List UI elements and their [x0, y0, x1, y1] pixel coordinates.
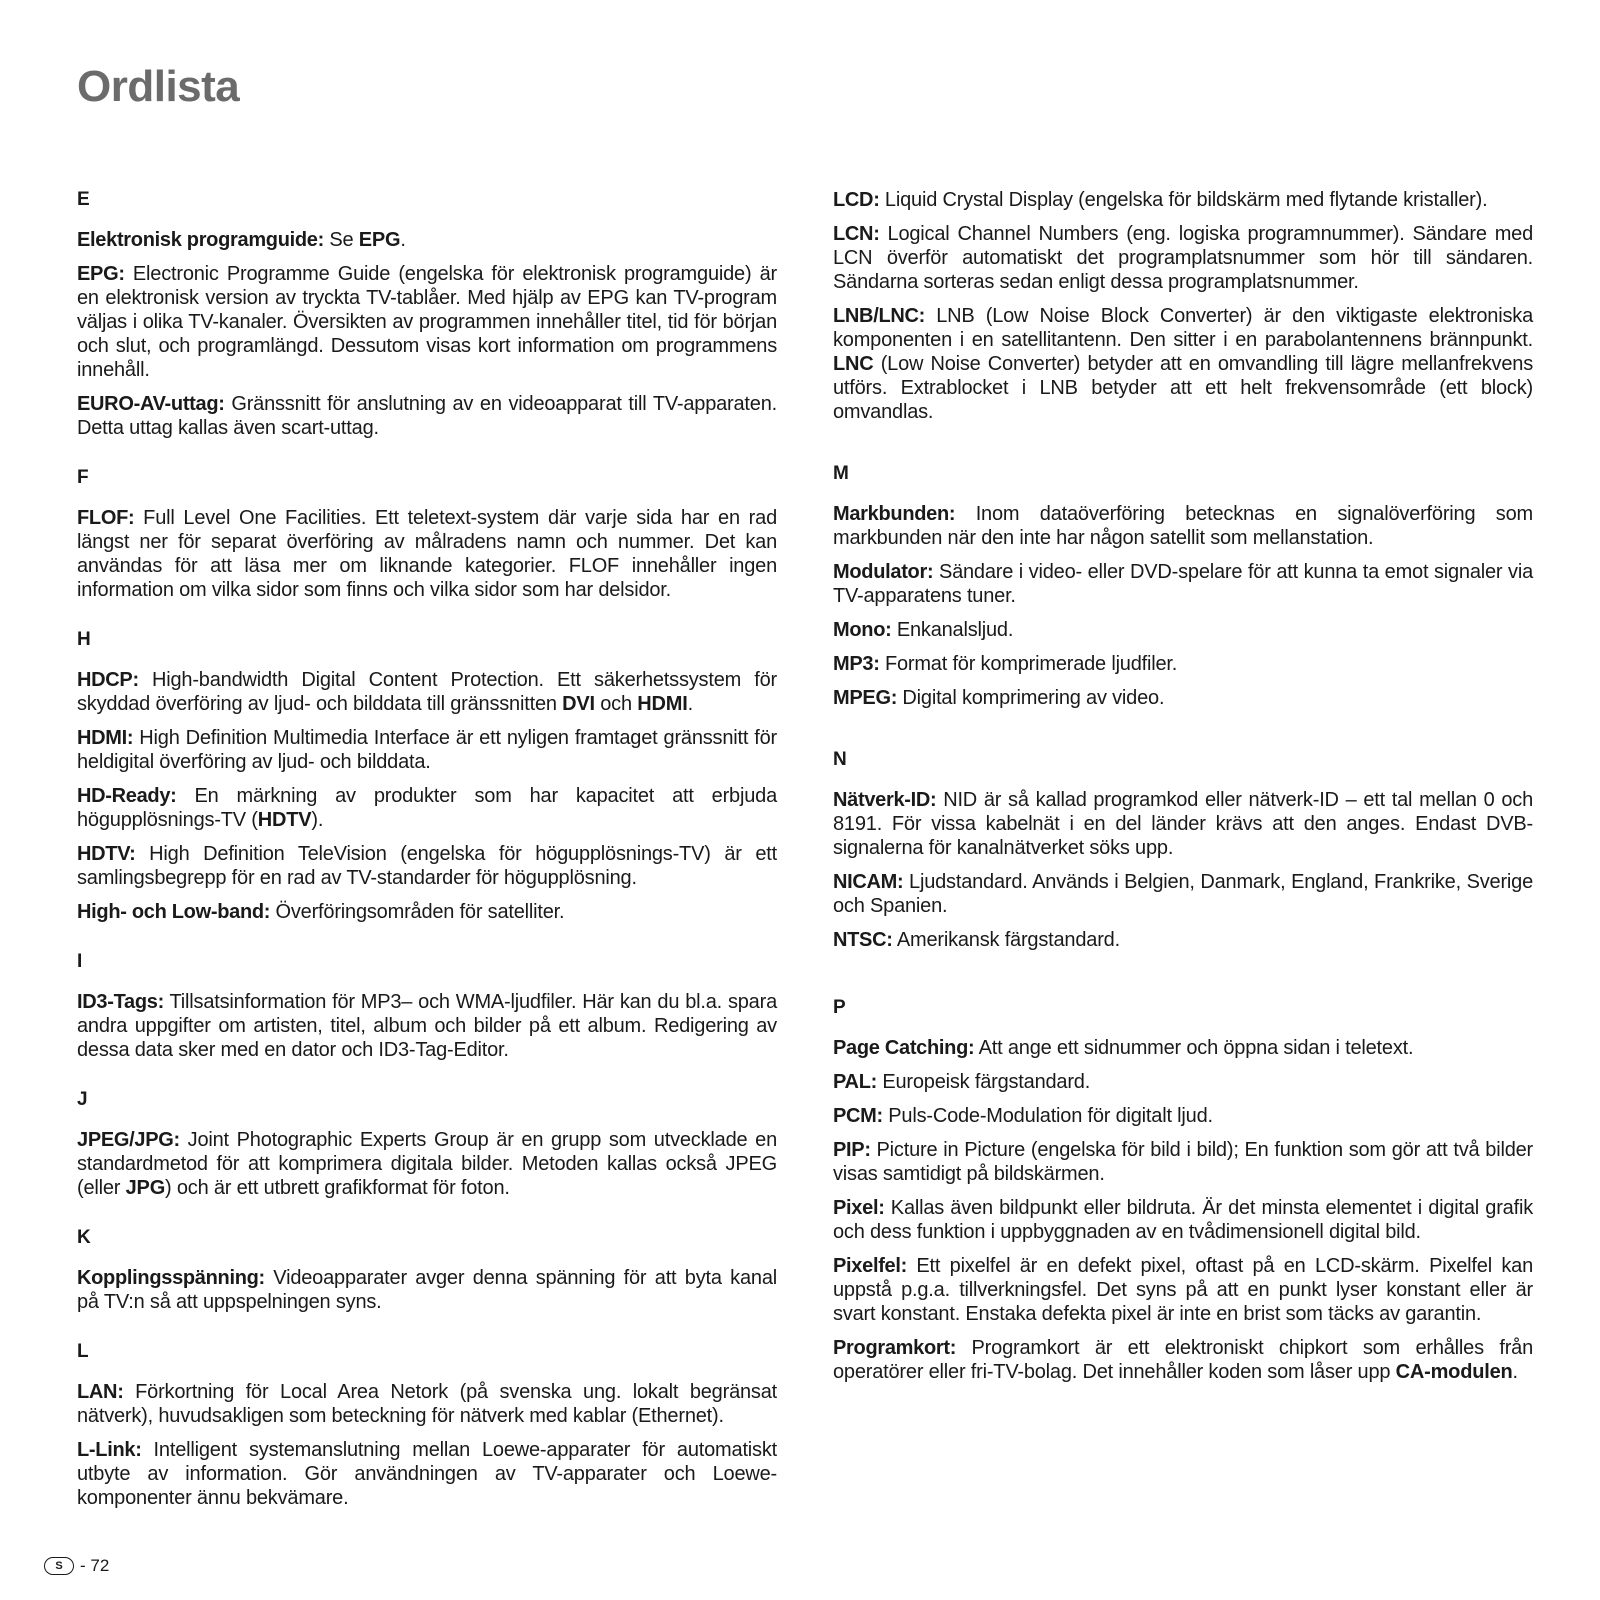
entry-hdmi — [77, 726, 777, 774]
entry-text: Överföringsområden för satelliter. — [270, 901, 565, 923]
section-n — [833, 748, 1533, 952]
entry-reference: HDTV — [257, 809, 312, 831]
glossary-left-column — [77, 188, 777, 1536]
entry-term: Markbunden: — [833, 503, 956, 525]
entry-text: Puls-Code-Modulation för digitalt ljud. — [882, 1105, 1213, 1127]
entry-lcd — [833, 188, 1533, 212]
entry-l-link — [77, 1438, 777, 1510]
entry-term: Modulator: — [833, 561, 934, 583]
entry-text: Tillsatsinformation för MP3– och WMA-ljudfiler. Här kan du bl.a. spara andra uppgifter om artisten, titel, album och bilder på ett album. Redigering av dessa data sker med en dator och ID3-Tag-Editor. — [77, 991, 777, 1061]
entry-text: Gränssnitt för anslutning av en videoapparat till TV-apparaten. Detta uttag kallas även scart-uttag. — [77, 393, 777, 439]
entry-text: Europeisk färgstandard. — [876, 1071, 1091, 1093]
entry-high-low-band — [77, 900, 777, 924]
entry-text: High Definition Multimedia Interface är ett nyligen framtaget gränssnitt för heldigital överföring av ljud- och bilddata. — [77, 727, 777, 773]
entry-term: JPEG/JPG: — [77, 1129, 180, 1151]
section-i — [77, 950, 777, 1062]
entry-term: Programkort: — [833, 1337, 957, 1359]
entry-term: Pixelfel: — [833, 1255, 907, 1277]
entry-hdtv — [77, 842, 777, 890]
entry-text: Logical Channel Numbers (eng. logiska programnummer). Sändare med LCN överför automatiskt det programplatsnummer som hör till sändaren. Sändarna sorteras sedan enligt dessa programplatsnummer. — [833, 223, 1533, 293]
entry-mono — [833, 618, 1533, 642]
entry-term: FLOF: — [77, 507, 135, 529]
entry-text: ) och är ett utbrett grafikformat för foton. — [165, 1177, 510, 1199]
section-letter: K — [77, 1227, 91, 1248]
entry-term: PCM: — [833, 1105, 883, 1127]
section-f — [77, 466, 777, 602]
section-letter: F — [77, 467, 89, 488]
entry-text: och — [594, 693, 638, 715]
entry-term: NICAM: — [833, 871, 904, 893]
section-letter: I — [77, 951, 83, 972]
entry-text: Picture in Picture (engelska för bild i bild); En funktion som gör att två bilder visas samtidigt på bildskärmen. — [833, 1139, 1533, 1185]
section-m — [833, 462, 1533, 710]
entry-natverk-id — [833, 788, 1533, 860]
entry-term: L-Link: — [77, 1439, 142, 1461]
entry-term: HDMI: — [77, 727, 134, 749]
section-letter: M — [833, 463, 849, 484]
entry-text: Electronic Programme Guide (engelska för elektronisk programguide) är en elektronisk version av tryckta TV-tablåer. Med hjälp av EPG kan TV-program väljas i olika TV-kanaler. Översikten av programmen innehåller titel, tid för början och slut, och programlängd. Dessutom visas kort information om programmens innehåll. — [77, 263, 777, 381]
entry-term: HD-Ready: — [77, 785, 177, 807]
entry-term: Mono: — [833, 619, 892, 641]
entry-term: MPEG: — [833, 687, 898, 709]
entry-programkort — [833, 1336, 1533, 1384]
entry-hd-ready — [77, 784, 777, 832]
section-l-continued — [833, 188, 1533, 424]
entry-text: . — [687, 693, 693, 715]
entry-nicam — [833, 870, 1533, 918]
entry-modulator — [833, 560, 1533, 608]
page-title: Ordlista — [77, 62, 240, 111]
entry-jpeg — [77, 1128, 777, 1200]
entry-text: Inom dataöverföring betecknas en signalöverföring som markbunden när den inte har någon satellit som mellanstation. — [833, 503, 1533, 549]
section-k — [77, 1226, 777, 1314]
entry-text: Ljudstandard. Används i Belgien, Danmark, England, Frankrike, Sverige och Spanien. — [833, 871, 1533, 917]
entry-text: Kallas även bildpunkt eller bildruta. Är det minsta elementet i digital grafik och dess funktion i uppbyggnaden av en tvådimensionell digital bild. — [833, 1197, 1533, 1243]
entry-flof — [77, 506, 777, 602]
entry-reference: JPG — [125, 1177, 166, 1199]
entry-term: Pixel: — [833, 1197, 885, 1219]
entry-term: Elektronisk programguide: — [77, 229, 324, 251]
entry-text: . — [400, 229, 406, 251]
entry-term: LNB/LNC: — [833, 305, 926, 327]
section-j — [77, 1088, 777, 1200]
entry-term: Nätverk-ID: — [833, 789, 937, 811]
entry-euro-av-uttag — [77, 392, 777, 440]
entry-text: Se — [324, 229, 359, 251]
entry-pixel — [833, 1196, 1533, 1244]
section-letter: J — [77, 1089, 88, 1110]
entry-term: EURO-AV-uttag: — [77, 393, 225, 415]
entry-lan — [77, 1380, 777, 1428]
entry-elektronisk-programguide — [77, 228, 777, 252]
entry-text: Videoapparater avger denna spänning för att byta kanal på TV:n så att uppspelningen syns. — [77, 1267, 777, 1313]
entry-text: Format för komprimerade ljudfiler. — [879, 653, 1178, 675]
glossary-right-column — [833, 188, 1533, 1410]
entry-reference: EPG — [358, 229, 401, 251]
page-footer — [44, 1556, 109, 1576]
entry-text: ). — [311, 809, 324, 831]
section-letter: L — [77, 1341, 89, 1362]
section-p — [833, 996, 1533, 1384]
entry-pcm — [833, 1104, 1533, 1128]
entry-text: High-bandwidth Digital Content Protection. Ett säkerhetssystem för skyddad överföring av ljud- och bilddata till gränssnitten — [77, 669, 777, 715]
entry-text: Joint Photographic Experts Group är en grupp som utvecklade en standardmetod för att komprimera digitala bilder. Metoden kallas också JPEG (eller — [77, 1129, 777, 1199]
section-e — [77, 188, 777, 440]
entry-text: Amerikansk färgstandard. — [892, 929, 1120, 951]
entry-text: Sändare i video- eller DVD-spelare för att kunna ta emot signaler via TV-apparatens tuner. — [833, 561, 1533, 607]
entry-text: . — [1512, 1361, 1518, 1383]
entry-term: Kopplingsspänning: — [77, 1267, 265, 1289]
entry-term: EPG: — [77, 263, 125, 285]
entry-hdcp — [77, 668, 777, 716]
entry-mp3 — [833, 652, 1533, 676]
section-letter: N — [833, 749, 847, 770]
section-h — [77, 628, 777, 924]
entry-markbunden — [833, 502, 1533, 550]
entry-pip — [833, 1138, 1533, 1186]
entry-text: Ett pixelfel är en defekt pixel, oftast på en LCD-skärm. Pixelfel kan uppstå p.g.a. tillverkningsfel. Det syns på att en punkt lyser konstant eller är svart konstant. Enstaka defekta pixel är inte en brist som täcks av garantin. — [833, 1255, 1533, 1325]
entry-reference: DVI — [562, 693, 595, 715]
entry-term: ID3-Tags: — [77, 991, 164, 1013]
section-letter: H — [77, 629, 91, 650]
entry-text: Att ange ett sidnummer och öppna sidan i teletext. — [974, 1037, 1414, 1059]
entry-pal — [833, 1070, 1533, 1094]
entry-text: Förkortning för Local Area Netork (på svenska ung. lokalt begränsat nätverk), huvudsakligen som beteckning för nätverk med kablar (Ethernet). — [77, 1381, 777, 1427]
entry-text: Digital komprimering av video. — [897, 687, 1165, 709]
section-l — [77, 1340, 777, 1510]
entry-term: PAL: — [833, 1071, 877, 1093]
section-letter: P — [833, 997, 846, 1018]
entry-term: LCD: — [833, 189, 880, 211]
entry-term: Page Catching: — [833, 1037, 975, 1059]
entry-text: Full Level One Facilities. Ett teletext-system där varje sida har en rad längst ner för separat överföring av målradens namn och nummer. Det kan användas för att läsa mer om liknande kategorier. FLOF innehåller ingen information om vilka sidor som finns och vilka sidor som har delsidor. — [77, 507, 777, 601]
entry-text: En märkning av produkter som har kapacitet att erbjuda högupplösnings-TV ( — [77, 785, 777, 831]
entry-text: Enkanalsljud. — [891, 619, 1014, 641]
entry-text: High Definition TeleVision (engelska för högupplösnings-TV) är ett samlingsbegrepp för en rad av TV-standarder för högupplösning. — [77, 843, 777, 889]
entry-term: NTSC: — [833, 929, 893, 951]
entry-reference: HDMI — [637, 693, 688, 715]
entry-reference: LNC — [833, 353, 874, 375]
entry-text: Liquid Crystal Display (engelska för bildskärm med flytande kristaller). — [879, 189, 1488, 211]
entry-kopplingsspanning — [77, 1266, 777, 1314]
entry-mpeg — [833, 686, 1533, 710]
entry-text: Programkort är ett elektroniskt chipkort som erhålles från operatörer eller fri-TV-bolag. Det innehåller koden som låser upp — [833, 1337, 1533, 1383]
entry-text: LNB (Low Noise Block Converter) är den viktigaste elektroniska komponenten i en satellitantenn. Den sitter i en parabolantennens brännpunkt. — [833, 305, 1533, 351]
language-badge: S — [44, 1557, 74, 1575]
entry-lnb-lnc — [833, 304, 1533, 424]
entry-term: HDTV: — [77, 843, 136, 865]
entry-lcn — [833, 222, 1533, 294]
entry-term: MP3: — [833, 653, 880, 675]
entry-term: High- och Low-band: — [77, 901, 271, 923]
entry-ntsc — [833, 928, 1533, 952]
entry-text: (Low Noise Converter) betyder att en omvandling till lägre mellanfrekvens utförs. Extrablocket i LNB betyder att ett helt frekvensområde (ett block) omvandlas. — [833, 353, 1533, 423]
entry-pixelfel — [833, 1254, 1533, 1326]
entry-text: NID är så kallad programkod eller nätverk-ID – ett tal mellan 0 och 8191. För vissa kabelnät i en del länder krävs att den anges. Endast DVB-signalerna för kanalnätverket söks upp. — [833, 789, 1533, 859]
entry-epg — [77, 262, 777, 382]
section-letter: E — [77, 189, 90, 210]
entry-id3-tags — [77, 990, 777, 1062]
entry-term: LCN: — [833, 223, 880, 245]
entry-term: HDCP: — [77, 669, 139, 691]
entry-reference: CA-modulen — [1395, 1361, 1513, 1383]
entry-text: Intelligent systemanslutning mellan Loewe-apparater för automatiskt utbyte av information. Gör användningen av TV-apparater och Loewe-komponenter ännu bekvämare. — [77, 1439, 777, 1509]
entry-term: LAN: — [77, 1381, 124, 1403]
entry-page-catching — [833, 1036, 1533, 1060]
entry-term: PIP: — [833, 1139, 871, 1161]
page-number: - 72 — [80, 1556, 110, 1575]
